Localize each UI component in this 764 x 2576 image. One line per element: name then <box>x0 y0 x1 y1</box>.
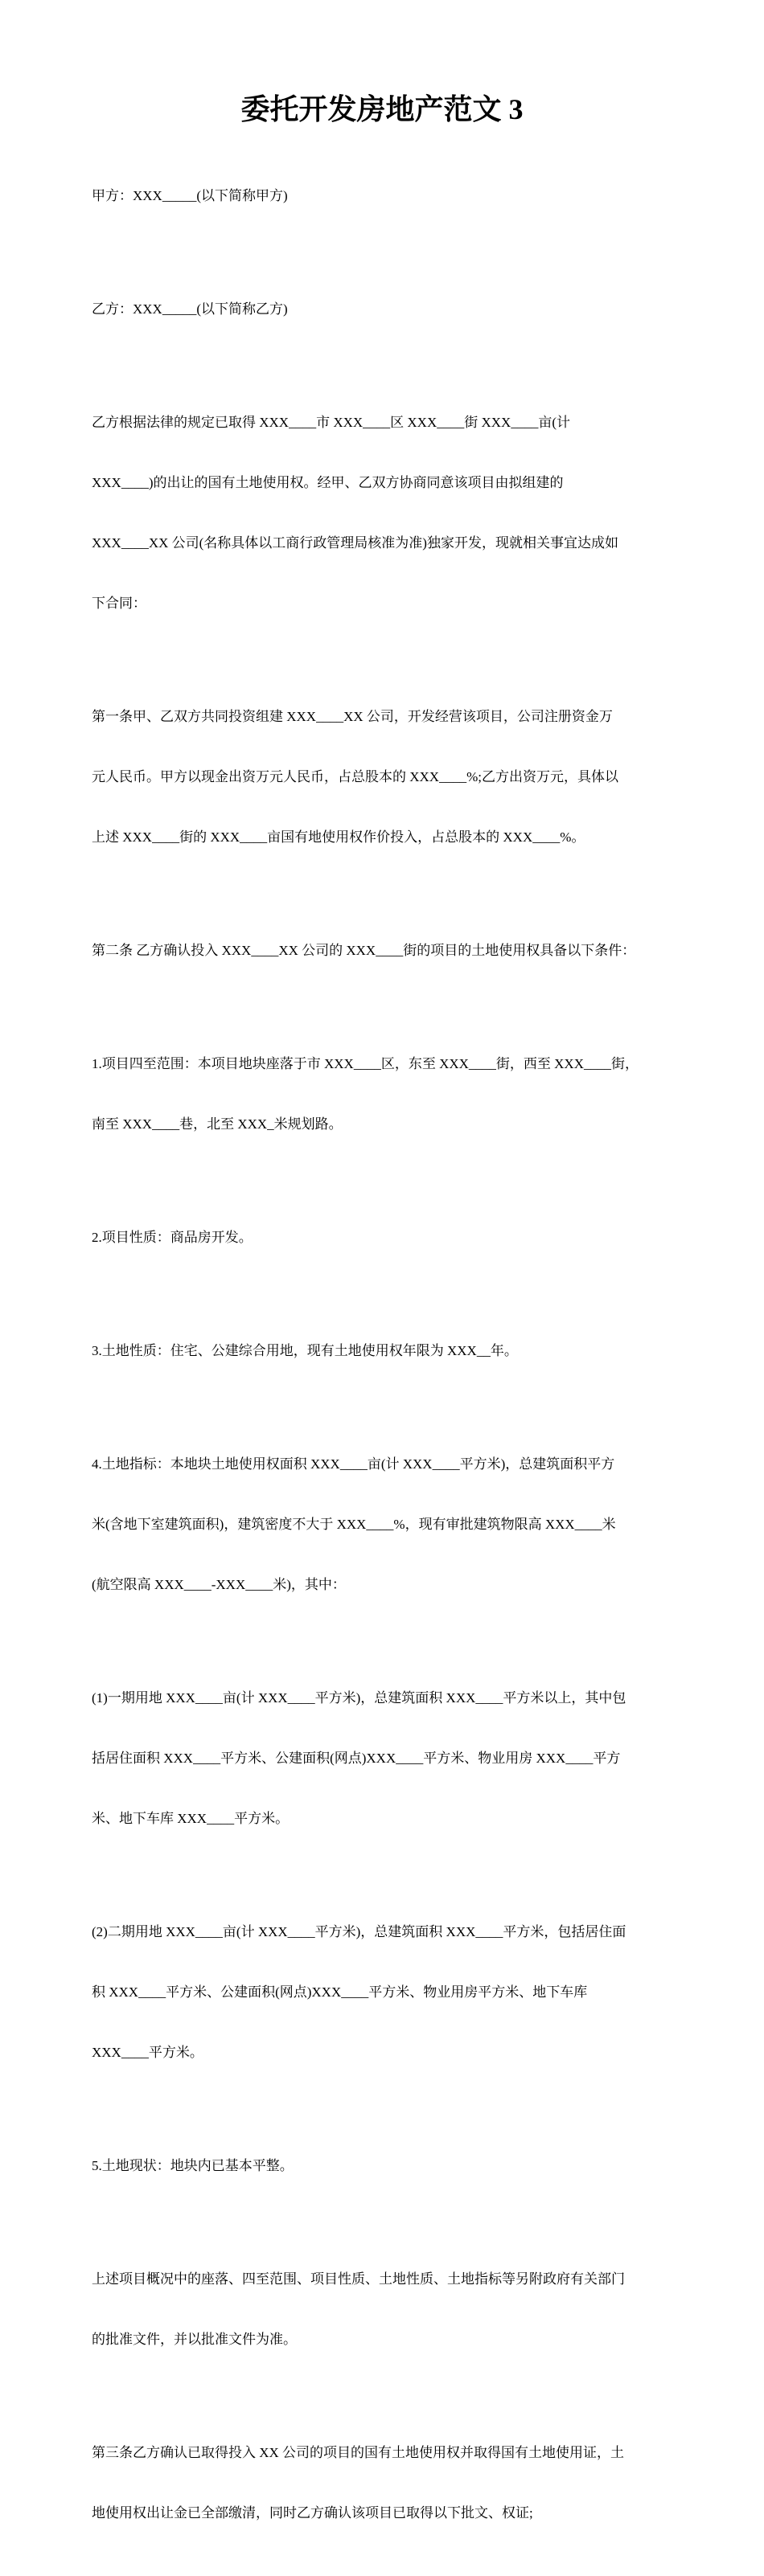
text-line: 括居住面积 XXX____平方米、公建面积(网点)XXX____平方米、物业用房 XXX____平方 <box>92 1751 621 1766</box>
article-2-paragraph <box>92 900 679 1001</box>
text-line: 乙方根据法律的规定已取得 XXX____市 XXX____区 XXX____街 XXX____亩(计 <box>92 415 570 430</box>
phase-2-paragraph <box>92 1882 679 2103</box>
text-line: (2)二期用地 XXX____亩(计 XXX____平方米)，总建筑面积 XXX____平方米，包括居住面 <box>92 1924 626 1939</box>
text-line: 的批准文件，并以批准文件为准。 <box>92 2332 297 2347</box>
text-line: 第二条 乙方确认投入 XXX____XX 公司的 XXX____街的项目的土地使用权具备以下条件： <box>92 943 636 958</box>
text-line: 3.土地性质：住宅、公建综合用地，现有土地使用权年限为 XXX__年。 <box>92 1343 518 1358</box>
party-b-paragraph <box>92 259 679 359</box>
text-line: 上述项目概况中的座落、四至范围、项目性质、土地性质、土地指标等另附政府有关部门 <box>92 2271 625 2287</box>
item-2-paragraph <box>92 1187 679 1288</box>
text-line: 2.项目性质：商品房开发。 <box>92 1230 253 1245</box>
phase-1-paragraph <box>92 1648 679 1869</box>
item-5-paragraph <box>92 2115 679 2216</box>
text-line: 上述 XXX____街的 XXX____亩国有地使用权作价投入，占总股本的 XXX____%。 <box>92 829 585 845</box>
text-line: 甲方：XXX_____(以下简称甲方) <box>92 188 288 203</box>
item-1-paragraph <box>92 1014 679 1174</box>
note-paragraph <box>92 2229 679 2390</box>
text-line: 乙方：XXX_____(以下简称乙方) <box>92 301 288 317</box>
text-line: XXX____平方米。 <box>92 2045 203 2060</box>
article-1-paragraph <box>92 666 679 887</box>
text-line: (航空限高 XXX____-XXX____米)，其中： <box>92 1577 346 1592</box>
text-line: 积 XXX____平方米、公建面积(网点)XXX____平方米、物业用房平方米、地下车库 <box>92 1984 588 2000</box>
party-a-paragraph <box>92 145 679 246</box>
article-3-paragraph <box>92 2402 679 2563</box>
text-line: 南至 XXX____巷，北至 XXX_米规划路。 <box>92 1116 343 1132</box>
text-line: 米、地下车库 XXX____平方米。 <box>92 1811 290 1826</box>
document-body <box>92 145 679 2576</box>
text-line: 1.项目四至范围：本项目地块座落于市 XXX____区，东至 XXX____街，西至 XXX____街， <box>92 1056 639 1071</box>
text-line: 地使用权出让金已全部缴清，同时乙方确认该项目已取得以下批文、权证; <box>92 2505 533 2521</box>
text-line: 米(含地下室建筑面积)，建筑密度不大于 XXX____%，现有审批建筑物限高 XXX____米 <box>92 1517 616 1532</box>
text-line: XXX____XX 公司(名称具体以工商行政管理局核准为准)独家开发，现就相关事宜达成如 <box>92 535 618 551</box>
document-title: 委托开发房地产范文 3 <box>240 93 524 125</box>
text-line: 5.土地现状：地块内已基本平整。 <box>92 2158 294 2173</box>
text-line: XXX____)的出让的国有土地使用权。经甲、乙双方协商同意该项目由拟组建的 <box>92 475 564 490</box>
item-3-paragraph <box>92 1300 679 1401</box>
item-4-paragraph <box>92 1414 679 1635</box>
text-line: 第三条乙方确认已取得投入 XX 公司的项目的国有土地使用权并取得国有土地使用证，土 <box>92 2445 625 2460</box>
text-line: 元人民币。甲方以现金出资万元人民币，占总股本的 XXX____%;乙方出资万元，具体以 <box>92 769 618 784</box>
text-line: 4.土地指标：本地块土地使用权面积 XXX____亩(计 XXX____平方米)，总建筑面积平方 <box>92 1456 615 1472</box>
text-line: 下合同： <box>92 596 146 611</box>
text-line: (1)一期用地 XXX____亩(计 XXX____平方米)，总建筑面积 XXX____平方米以上，其中包 <box>92 1690 626 1706</box>
preamble-paragraph <box>92 372 679 653</box>
text-line: 第一条甲、乙双方共同投资组建 XXX____XX 公司，开发经营该项目，公司注册资金万 <box>92 709 613 724</box>
